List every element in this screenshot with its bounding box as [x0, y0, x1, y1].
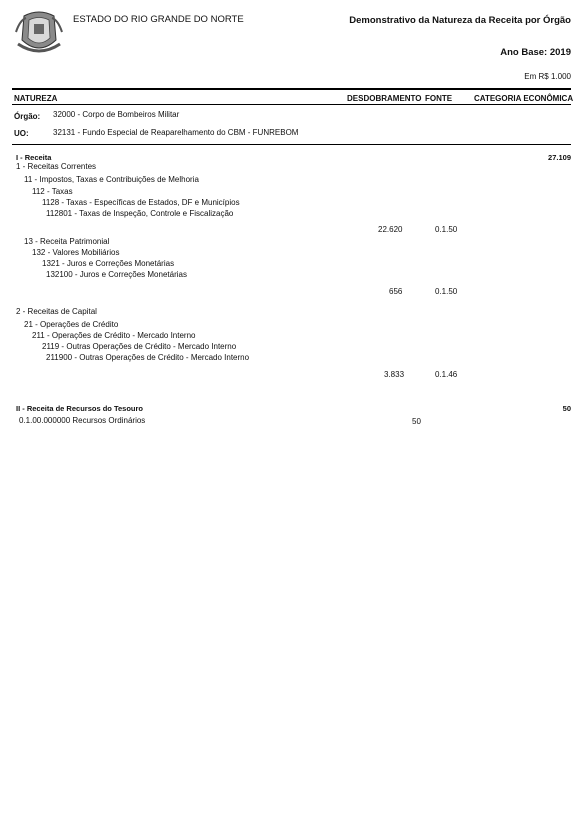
list-item: 13 - Receita Patrimonial	[24, 237, 110, 246]
list-item: 2 - Receitas de Capital	[16, 307, 97, 316]
fonte-value: 0.1.50	[435, 225, 458, 234]
list-item: 112 - Taxas	[32, 187, 73, 196]
col-categoria: CATEGORIA ECONÔMICA	[474, 94, 574, 103]
section1-title: I - Receita	[16, 153, 52, 162]
orgao-label: Órgão:	[14, 112, 41, 121]
list-item: 112801 - Taxas de Inspeção, Controle e Fiscalização	[46, 209, 234, 218]
fonte-value: 0.1.46	[435, 370, 458, 379]
unit-label: Em R$ 1.000	[524, 72, 571, 81]
header-bottom-rule	[12, 104, 571, 105]
list-item: 1 - Receitas Correntes	[16, 162, 97, 171]
fonte-value: 0.1.50	[435, 287, 458, 296]
desdobramento-value: 50	[412, 417, 421, 426]
list-item: 2119 - Outras Operações de Crédito - Mercado Interno	[42, 342, 237, 351]
state-crest-icon	[14, 10, 64, 58]
list-item: 132100 - Juros e Correções Monetárias	[46, 270, 187, 279]
list-item: 1128 - Taxas - Específicas de Estados, DF e Municípios	[42, 198, 240, 207]
col-fonte: FONTE	[425, 94, 453, 103]
state-name: ESTADO DO RIO GRANDE DO NORTE	[73, 14, 244, 25]
list-item: 11 - Impostos, Taxas e Contribuições de Melhoria	[24, 175, 199, 184]
list-item: 21 - Operações de Crédito	[24, 320, 119, 329]
orgao-value: 32000 - Corpo de Bombeiros Militar	[53, 110, 180, 119]
col-natureza: NATUREZA	[14, 94, 58, 103]
uo-value: 32131 - Fundo Especial de Reaparelhamento do CBM - FUNREBOM	[53, 128, 299, 137]
list-item: 211900 - Outras Operações de Crédito - Mercado Interno	[46, 353, 250, 362]
section-rule	[12, 144, 571, 145]
uo-label: UO:	[14, 129, 29, 138]
desdobramento-value: 22.620	[378, 225, 403, 234]
list-item: 1321 - Juros e Correções Monetárias	[42, 259, 175, 268]
section2-total: 50	[562, 404, 571, 413]
desdobramento-value: 656	[389, 287, 403, 296]
report-title: Demonstrativo da Natureza da Receita por Órgão	[349, 15, 571, 26]
section1-total: 27.109	[548, 153, 571, 162]
col-desdobramento: DESDOBRAMENTO	[347, 94, 422, 103]
list-item: 132 - Valores Mobiliários	[32, 248, 120, 257]
list-item: 211 - Operações de Crédito - Mercado Interno	[32, 331, 196, 340]
section2-title: II - Receita de Recursos do Tesouro	[16, 404, 143, 413]
desdobramento-value: 3.833	[384, 370, 405, 379]
year-label: Ano Base: 2019	[500, 47, 571, 58]
list-item: 0.1.00.000000 Recursos Ordinários	[19, 416, 146, 425]
header-top-rule	[12, 88, 571, 90]
